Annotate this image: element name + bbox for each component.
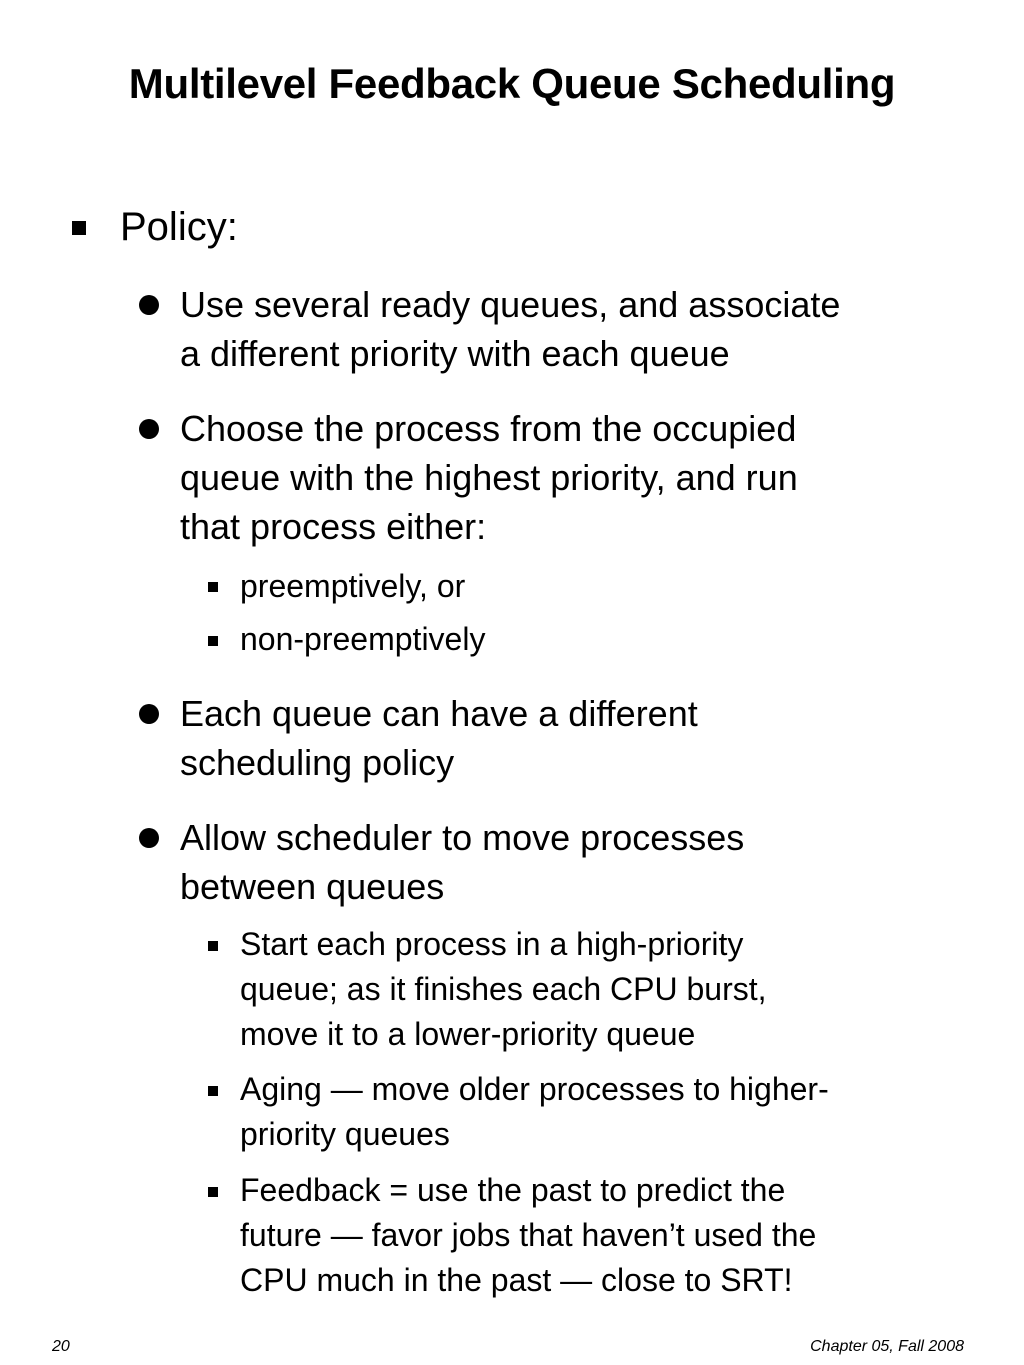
point-1-line-1: Use several ready queues, and associate xyxy=(180,284,841,325)
point-3 xyxy=(180,689,970,787)
round-bullet-icon xyxy=(139,419,159,439)
point-4-sub-3 xyxy=(240,1168,980,1303)
point-4 xyxy=(180,813,970,911)
point-4-sub-1-line-1: Start each process in a high-priority xyxy=(240,926,744,962)
small-square-bullet-icon xyxy=(208,1086,218,1096)
point-4-sub-2 xyxy=(240,1067,980,1157)
point-2-sub-1 xyxy=(240,564,980,609)
point-4-sub-1-line-3: move it to a lower-priority queue xyxy=(240,1016,696,1052)
page-number: 20 xyxy=(52,1338,70,1355)
point-2-line-2: queue with the highest priority, and run xyxy=(180,457,798,498)
point-3-line-1: Each queue can have a different xyxy=(180,693,698,734)
point-4-sub-1 xyxy=(240,922,980,1057)
small-square-bullet-icon xyxy=(208,636,218,646)
point-4-sub-3-line-3: CPU much in the past — close to SRT! xyxy=(240,1262,793,1298)
point-1 xyxy=(180,280,970,378)
point-4-line-1: Allow scheduler to move processes xyxy=(180,817,745,858)
point-4-sub-1-line-2: queue; as it finishes each CPU burst, xyxy=(240,971,767,1007)
small-square-bullet-icon xyxy=(208,1187,218,1197)
point-2-line-1: Choose the process from the occupied xyxy=(180,408,797,449)
point-4-sub-3-line-2: future — favor jobs that haven’t used the xyxy=(240,1217,817,1253)
round-bullet-icon xyxy=(139,295,159,315)
point-3-line-2: scheduling policy xyxy=(180,742,455,783)
square-bullet-icon xyxy=(72,221,86,235)
point-2-sub-2 xyxy=(240,617,980,662)
round-bullet-icon xyxy=(139,828,159,848)
point-4-sub-2-line-2: priority queues xyxy=(240,1116,450,1152)
point-4-sub-3-line-1: Feedback = use the past to predict the xyxy=(240,1172,786,1208)
point-2-line-3: that process either: xyxy=(180,506,487,547)
point-2-sub-1-line-1: preemptively, or xyxy=(240,568,466,604)
point-2 xyxy=(180,404,970,551)
small-square-bullet-icon xyxy=(208,582,218,592)
policy-heading: Policy: xyxy=(120,205,238,249)
point-2-sub-2-line-1: non-preemptively xyxy=(240,621,486,657)
point-4-sub-2-line-1: Aging — move older processes to higher- xyxy=(240,1071,829,1107)
small-square-bullet-icon xyxy=(208,941,218,951)
chapter-footer: Chapter 05, Fall 2008 xyxy=(810,1338,964,1355)
point-1-line-2: a different priority with each queue xyxy=(180,333,730,374)
slide-title: Multilevel Feedback Queue Scheduling xyxy=(128,60,896,107)
point-4-line-2: between queues xyxy=(180,866,445,907)
round-bullet-icon xyxy=(139,704,159,724)
